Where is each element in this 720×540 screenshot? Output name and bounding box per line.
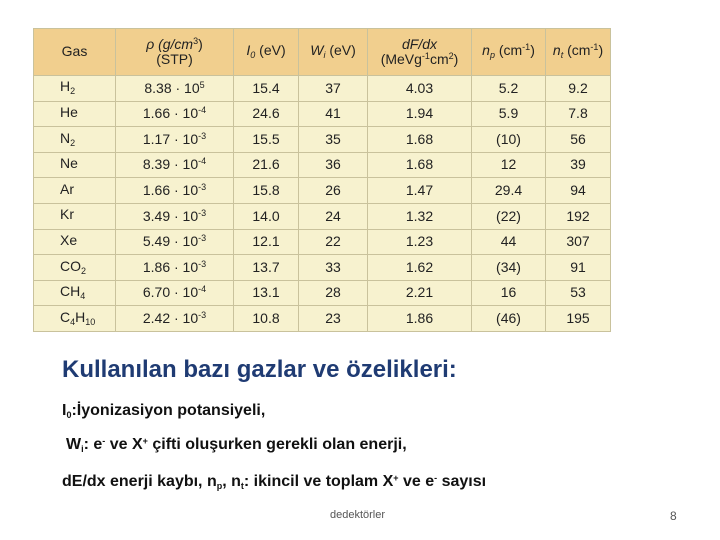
cell-pair-energy: 41	[299, 101, 368, 127]
definition-ionization-potential: $I_0:İyonizasiyon$ potansiyeli,	[62, 402, 266, 420]
cell-energy-loss: 1.68	[368, 152, 472, 178]
cell-primary-ions: (22)	[472, 203, 546, 229]
cell-ionization-potential: 21.6	[234, 152, 299, 178]
cell-energy-loss: 1.86	[368, 306, 472, 332]
cell-pair-energy: 35	[299, 127, 368, 153]
cell-density: $8.38 \cdot 10^5$	[116, 76, 234, 102]
cell-gas: $C_4H_{10}$	[34, 306, 116, 332]
table-row	[34, 229, 611, 255]
cell-ionization-potential: 13.7	[234, 255, 299, 281]
page-title: Kullanılan bazı gazlar ve özelikleri:	[62, 356, 457, 383]
cell-energy-loss: 1.47	[368, 178, 472, 204]
cell-primary-ions: 12	[472, 152, 546, 178]
cell-pair-energy: 33	[299, 255, 368, 281]
cell-density: $5.49 \cdot 10^{-3}$	[116, 229, 234, 255]
cell-gas: $CH_4$	[34, 280, 116, 306]
cell-primary-ions: 5.2	[472, 76, 546, 102]
cell-gas: Ne	[34, 152, 116, 178]
page-number: 8	[670, 509, 677, 523]
cell-energy-loss: 2.21	[368, 280, 472, 306]
table-row	[34, 255, 611, 281]
cell-total-ions: 9.2	[546, 76, 611, 102]
table-row	[34, 178, 611, 204]
cell-gas: He	[34, 101, 116, 127]
cell-density: $6.70 \cdot 10^{-4}$	[116, 280, 234, 306]
cell-total-ions: 192	[546, 203, 611, 229]
cell-pair-energy: 23	[299, 306, 368, 332]
cell-gas: Kr	[34, 203, 116, 229]
cell-pair-energy: 28	[299, 280, 368, 306]
cell-gas: $CO_2$	[34, 255, 116, 281]
header-pair-energy: $W_i$ (eV)	[299, 29, 368, 76]
cell-density: $1.66 \cdot 10^{-4}$	[116, 101, 234, 127]
table-row	[34, 101, 611, 127]
cell-primary-ions: (10)	[472, 127, 546, 153]
cell-primary-ions: (46)	[472, 306, 546, 332]
cell-density: $1.17 \cdot 10^{-3}$	[116, 127, 234, 153]
cell-gas: $H_2$	[34, 76, 116, 102]
cell-ionization-potential: 12.1	[234, 229, 299, 255]
definition-energy-loss: dE/dx enerji kaybı, $n_p$, $n_t$: ikincil ve toplam X+ ve e- sayısı	[62, 473, 487, 491]
cell-density: $3.49 \cdot 10^{-3}$	[116, 203, 234, 229]
cell-pair-energy: 36	[299, 152, 368, 178]
header-total-ions: $n_t$ $(cm^{-1})$	[546, 29, 611, 76]
cell-density: $1.86 \cdot 10^{-3}$	[116, 255, 234, 281]
cell-ionization-potential: 15.5	[234, 127, 299, 153]
cell-ionization-potential: 13.1	[234, 280, 299, 306]
cell-total-ions: 39	[546, 152, 611, 178]
cell-primary-ions: 44	[472, 229, 546, 255]
table-header-row	[34, 29, 611, 76]
cell-primary-ions: (34)	[472, 255, 546, 281]
cell-pair-energy: 37	[299, 76, 368, 102]
header-primary-ions: $n_p$ $(cm^{-1})$	[472, 29, 546, 76]
header-energy-loss: dF/dx $(MeVg^{-1}cm^2)$	[368, 29, 472, 76]
cell-total-ions: 7.8	[546, 101, 611, 127]
cell-total-ions: 91	[546, 255, 611, 281]
cell-total-ions: 56	[546, 127, 611, 153]
cell-ionization-potential: 10.8	[234, 306, 299, 332]
table-row	[34, 280, 611, 306]
cell-ionization-potential: 24.6	[234, 101, 299, 127]
cell-primary-ions: 16	[472, 280, 546, 306]
table-row	[34, 127, 611, 153]
cell-total-ions: 195	[546, 306, 611, 332]
cell-gas: Xe	[34, 229, 116, 255]
cell-total-ions: 53	[546, 280, 611, 306]
table-row	[34, 152, 611, 178]
table-row	[34, 203, 611, 229]
cell-gas: $N_2$	[34, 127, 116, 153]
cell-density: $2.42 \cdot 10^{-3}$	[116, 306, 234, 332]
cell-energy-loss: 1.94	[368, 101, 472, 127]
cell-primary-ions: 29.4	[472, 178, 546, 204]
definition-pair-energy: $W_i$: e- ve X+ çifti oluşurken gerekli olan enerji,	[66, 436, 407, 454]
cell-energy-loss: 1.32	[368, 203, 472, 229]
cell-pair-energy: 24	[299, 203, 368, 229]
cell-gas: Ar	[34, 178, 116, 204]
header-ionization-potential: $I_0$ (eV)	[234, 29, 299, 76]
header-gas: Gas	[34, 29, 116, 76]
table-row	[34, 76, 611, 102]
cell-ionization-potential: 14.0	[234, 203, 299, 229]
cell-primary-ions: 5.9	[472, 101, 546, 127]
table-row	[34, 306, 611, 332]
cell-density: $1.66 \cdot 10^{-3}$	[116, 178, 234, 204]
cell-density: $8.39 \cdot 10^{-4}$	[116, 152, 234, 178]
cell-energy-loss: 1.68	[368, 127, 472, 153]
cell-total-ions: 94	[546, 178, 611, 204]
header-density: ρ $(g/cm^3)$ (STP)	[116, 29, 234, 76]
cell-pair-energy: 26	[299, 178, 368, 204]
cell-energy-loss: 1.23	[368, 229, 472, 255]
cell-ionization-potential: 15.8	[234, 178, 299, 204]
gas-properties-table	[33, 28, 611, 332]
footer-text: dedektörler	[330, 509, 386, 521]
cell-energy-loss: 1.62	[368, 255, 472, 281]
cell-total-ions: 307	[546, 229, 611, 255]
cell-energy-loss: 4.03	[368, 76, 472, 102]
cell-ionization-potential: 15.4	[234, 76, 299, 102]
cell-pair-energy: 22	[299, 229, 368, 255]
